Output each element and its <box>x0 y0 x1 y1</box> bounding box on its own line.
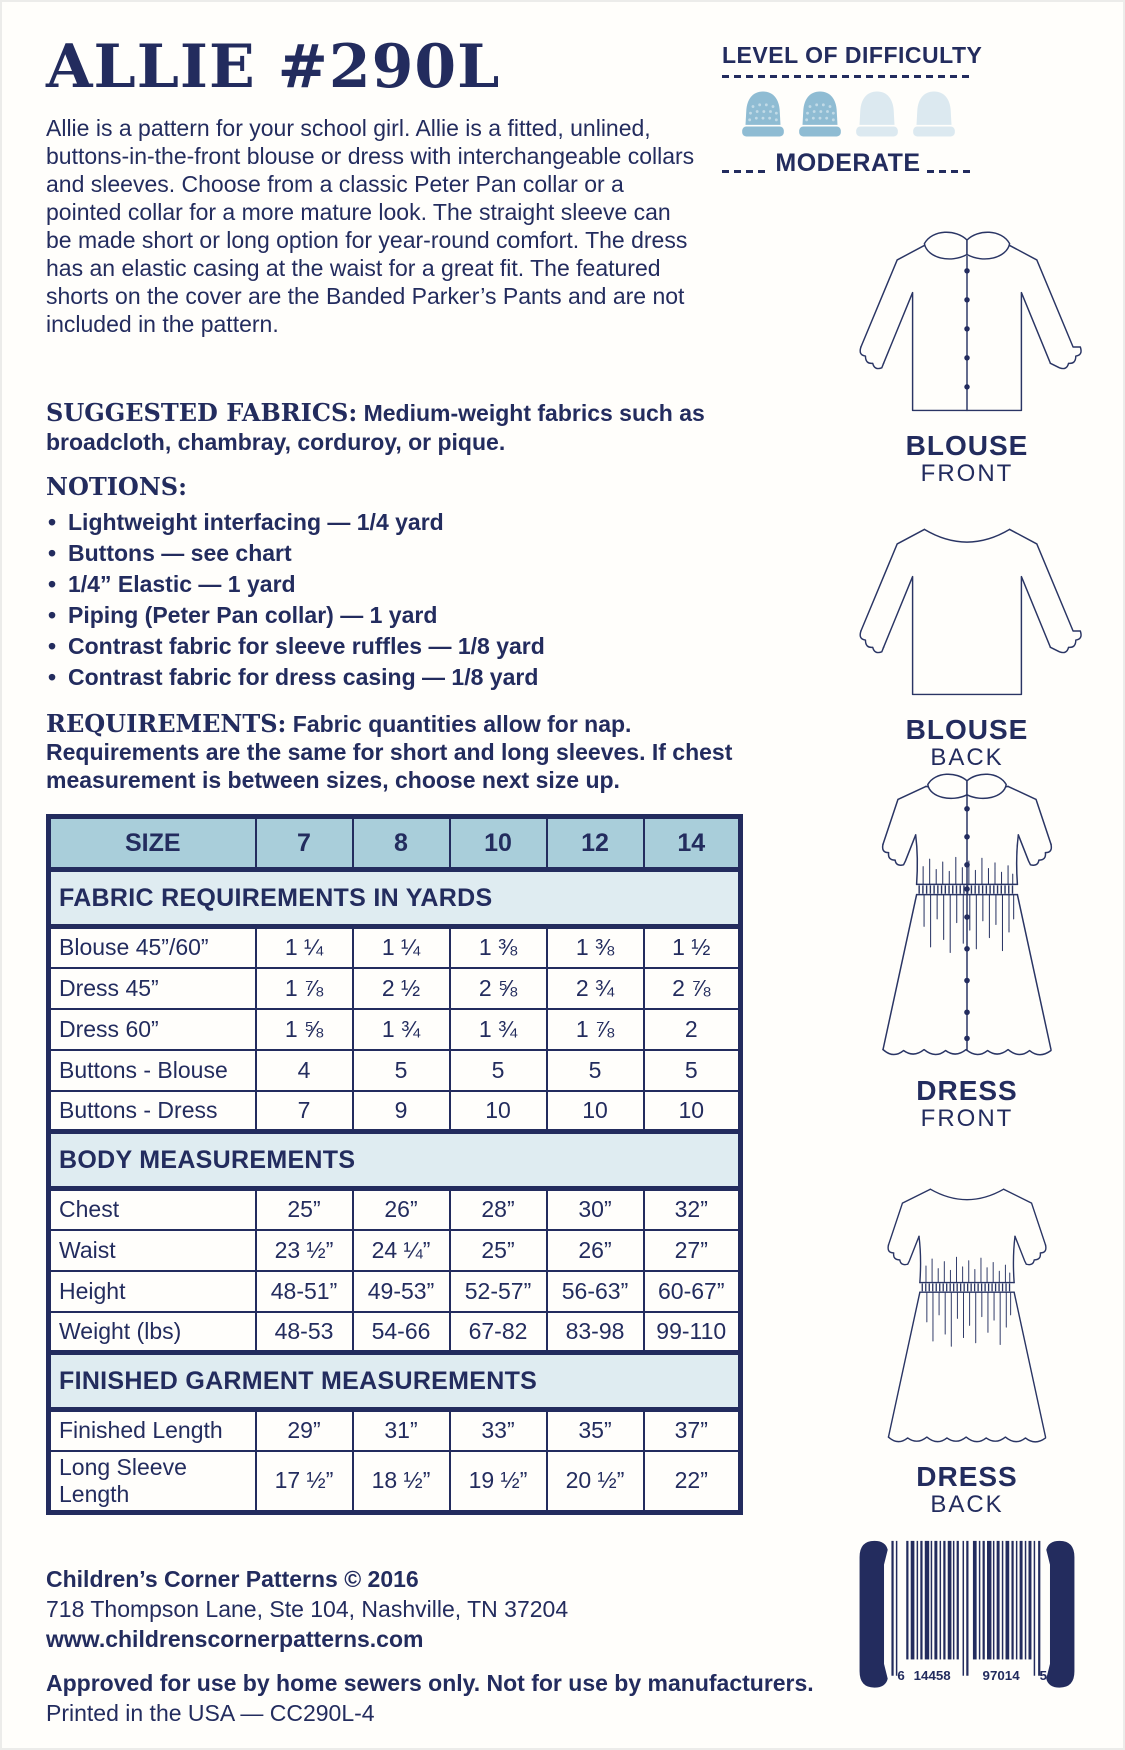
table-value: 31” <box>353 1410 450 1451</box>
barcode-right-digit: 5 <box>1039 1668 1048 1684</box>
difficulty-level-label: MODERATE <box>775 149 921 177</box>
dress-back-figure <box>836 1170 1098 1518</box>
table-value: 1 ¼ <box>256 927 353 968</box>
barcode-left-digit: 6 <box>897 1668 905 1684</box>
pattern-description: Allie is a pattern for your school girl. Allie is a fitted, unlined, buttons-in-the-front blouse or dress with interchangeable collars and sleeves. Choose from a classic Peter Pan collar or a pointed collar for a more mature look. The straight sleeve can be made short or long option for year-round comfort. The dress has an elastic casing at the waist for a great fit. The featured shorts on the cover are the Banded Parker’s Pants and are not included in the pattern. <box>46 115 695 337</box>
table-value: 2 ½ <box>353 968 450 1009</box>
row-label: Buttons - Dress <box>49 1091 256 1132</box>
table-value: 1 ⅞ <box>547 1009 644 1050</box>
table-row <box>49 1189 741 1230</box>
table-value: 52-57” <box>450 1271 547 1312</box>
footer-website: www.childrenscornerpatterns.com <box>46 1626 424 1652</box>
barcode-group1: 14458 <box>913 1668 951 1684</box>
table-value: 7 <box>256 1091 353 1132</box>
table-value: 67-82 <box>450 1312 547 1353</box>
thimble-icon <box>852 88 902 145</box>
size-table-header-row <box>49 817 741 870</box>
figure-label-secondary: FRONT <box>920 1105 1014 1132</box>
row-label: Finished Length <box>49 1410 256 1451</box>
table-value: 2 ⅝ <box>450 968 547 1009</box>
table-value: 35” <box>547 1410 644 1451</box>
row-label: Waist <box>49 1230 256 1271</box>
thimble-icon <box>909 88 959 145</box>
size-table <box>46 814 743 1515</box>
table-value: 1 ⅞ <box>256 968 353 1009</box>
row-label: Long Sleeve Length <box>49 1451 256 1513</box>
requirements-text: Fabric quantities allow for nap. Requirements are the same for short and long sleeves. If chest measurement is between sizes, choose next size up. <box>46 711 733 793</box>
footer-company: Children’s Corner Patterns © 2016 <box>46 1566 419 1592</box>
table-row <box>49 1451 741 1513</box>
size-table-header-cell: 8 <box>353 817 450 870</box>
difficulty-level <box>722 149 974 178</box>
table-value: 1 ½ <box>644 927 741 968</box>
table-value: 99-110 <box>644 1312 741 1353</box>
notions-item: • Contrast fabric for sleeve ruffles — 1/8 yard <box>46 631 726 662</box>
table-row <box>49 1050 741 1091</box>
row-label: Chest <box>49 1189 256 1230</box>
table-value: 2 <box>644 1009 741 1050</box>
table-row <box>49 1091 741 1132</box>
table-value: 48-51” <box>256 1271 353 1312</box>
table-value: 2 ¾ <box>547 968 644 1009</box>
table-value: 1 ⅝ <box>256 1009 353 1050</box>
suggested-fabrics-text: Medium-weight fabrics such as broadcloth, chambray, corduroy, or pique. <box>46 400 705 455</box>
size-table-header-cell: 14 <box>644 817 741 870</box>
table-value: 20 ½” <box>547 1451 644 1513</box>
table-value: 2 ⅞ <box>644 968 741 1009</box>
table-row <box>49 1312 741 1353</box>
table-value: 25” <box>450 1230 547 1271</box>
table-section-title: BODY MEASUREMENTS <box>49 1132 741 1189</box>
table-value: 9 <box>353 1091 450 1132</box>
table-row <box>49 1271 741 1312</box>
difficulty-dash <box>722 170 769 173</box>
table-value: 1 ¼ <box>353 927 450 968</box>
dress-front-figure <box>827 764 1107 1132</box>
table-value: 22” <box>644 1451 741 1513</box>
table-section-row <box>49 1353 741 1410</box>
figure-label-secondary: BACK <box>930 1491 1004 1518</box>
row-label: Dress 60” <box>49 1009 256 1050</box>
difficulty-dash <box>927 170 974 173</box>
table-value: 29” <box>256 1410 353 1451</box>
footer-printed: Printed in the USA — CC290L-4 <box>46 1700 375 1726</box>
table-value: 18 ½” <box>353 1451 450 1513</box>
table-value: 19 ½” <box>450 1451 547 1513</box>
notions-list <box>46 507 726 693</box>
table-value: 26” <box>547 1230 644 1271</box>
table-value: 37” <box>644 1410 741 1451</box>
blouse-front-illustration <box>831 218 1103 427</box>
notions-item: • Piping (Peter Pan collar) — 1 yard <box>46 600 726 631</box>
table-value: 56-63” <box>547 1271 644 1312</box>
notions-item: • Lightweight interfacing — 1/4 yard <box>46 507 726 538</box>
table-value: 33” <box>450 1410 547 1451</box>
table-section-title: FINISHED GARMENT MEASUREMENTS <box>49 1353 741 1410</box>
barcode-group2: 97014 <box>982 1668 1020 1684</box>
table-value: 4 <box>256 1050 353 1091</box>
notions-section <box>46 472 726 693</box>
notions-item: • 1/4” Elastic — 1 yard <box>46 569 726 600</box>
figure-label-secondary: FRONT <box>920 460 1014 487</box>
table-row <box>49 1230 741 1271</box>
row-label: Buttons - Blouse <box>49 1050 256 1091</box>
difficulty-panel <box>722 42 983 178</box>
table-value: 23 ½” <box>256 1230 353 1271</box>
barcode-spool <box>847 1532 1087 1695</box>
figure-label-primary: DRESS <box>916 1075 1018 1106</box>
figure-label-primary: DRESS <box>916 1461 1018 1492</box>
table-value: 10 <box>547 1091 644 1132</box>
table-row <box>49 968 741 1009</box>
table-value: 1 ¾ <box>353 1009 450 1050</box>
row-label: Weight (lbs) <box>49 1312 256 1353</box>
thimble-icon <box>795 88 845 145</box>
suggested-fabrics <box>46 398 711 457</box>
table-value: 54-66 <box>353 1312 450 1353</box>
size-table-header-cell: 7 <box>256 817 353 870</box>
table-value: 1 ⅜ <box>450 927 547 968</box>
table-value: 17 ½” <box>256 1451 353 1513</box>
table-value: 49-53” <box>353 1271 450 1312</box>
row-label: Blouse 45”/60” <box>49 927 256 968</box>
notions-item: • Contrast fabric for dress casing — 1/8 yard <box>46 662 726 693</box>
table-value: 5 <box>353 1050 450 1091</box>
footer <box>46 1564 814 1728</box>
footer-approval: Approved for use by home sewers only. Not for use by manufacturers. <box>46 1670 814 1696</box>
table-value: 60-67” <box>644 1271 741 1312</box>
table-value: 10 <box>450 1091 547 1132</box>
table-value: 10 <box>644 1091 741 1132</box>
difficulty-heading: LEVEL OF DIFFICULTY <box>722 42 983 68</box>
size-table-header-cell: SIZE <box>49 817 256 870</box>
barcode-illustration <box>848 1532 1086 1695</box>
row-label: Height <box>49 1271 256 1312</box>
table-value: 25” <box>256 1189 353 1230</box>
figure-label-secondary: BACK <box>930 744 1004 771</box>
table-value: 26” <box>353 1189 450 1230</box>
table-value: 1 ¾ <box>450 1009 547 1050</box>
table-value: 5 <box>644 1050 741 1091</box>
table-section-row <box>49 1132 741 1189</box>
dress-back-illustration <box>836 1170 1098 1458</box>
row-label: Dress 45” <box>49 968 256 1009</box>
table-value: 27” <box>644 1230 741 1271</box>
page-title: ALLIE #290L <box>46 32 501 102</box>
table-section-row <box>49 870 741 927</box>
difficulty-divider <box>722 75 974 78</box>
requirements-label: REQUIREMENTS: <box>46 709 287 738</box>
thimble-icon <box>738 88 788 145</box>
table-value: 48-53 <box>256 1312 353 1353</box>
notions-label: NOTIONS: <box>46 472 187 501</box>
notions-item: • Buttons — see chart <box>46 538 726 569</box>
footer-address: 718 Thompson Lane, Ste 104, Nashville, TN 37204 <box>46 1596 569 1622</box>
table-value: 83-98 <box>547 1312 644 1353</box>
figure-label-primary: BLOUSE <box>905 714 1029 745</box>
figure-label-primary: BLOUSE <box>905 430 1029 461</box>
dress-front-illustration <box>827 764 1107 1072</box>
size-table-header-cell: 12 <box>547 817 644 870</box>
blouse-front-figure <box>830 218 1104 487</box>
table-section-title: FABRIC REQUIREMENTS IN YARDS <box>49 870 741 927</box>
table-value: 32” <box>644 1189 741 1230</box>
requirements-section <box>46 710 752 794</box>
difficulty-thimbles <box>722 88 974 145</box>
table-value: 1 ⅜ <box>547 927 644 968</box>
size-table-header-cell: 10 <box>450 817 547 870</box>
table-value: 5 <box>547 1050 644 1091</box>
table-row <box>49 1009 741 1050</box>
table-value: 5 <box>450 1050 547 1091</box>
blouse-back-illustration <box>831 502 1103 711</box>
suggested-fabrics-label: SUGGESTED FABRICS: <box>46 398 358 427</box>
table-row <box>49 1410 741 1451</box>
table-value: 30” <box>547 1189 644 1230</box>
table-value: 24 ¼” <box>353 1230 450 1271</box>
table-value: 28” <box>450 1189 547 1230</box>
table-row <box>49 927 741 968</box>
blouse-back-figure <box>830 502 1104 771</box>
